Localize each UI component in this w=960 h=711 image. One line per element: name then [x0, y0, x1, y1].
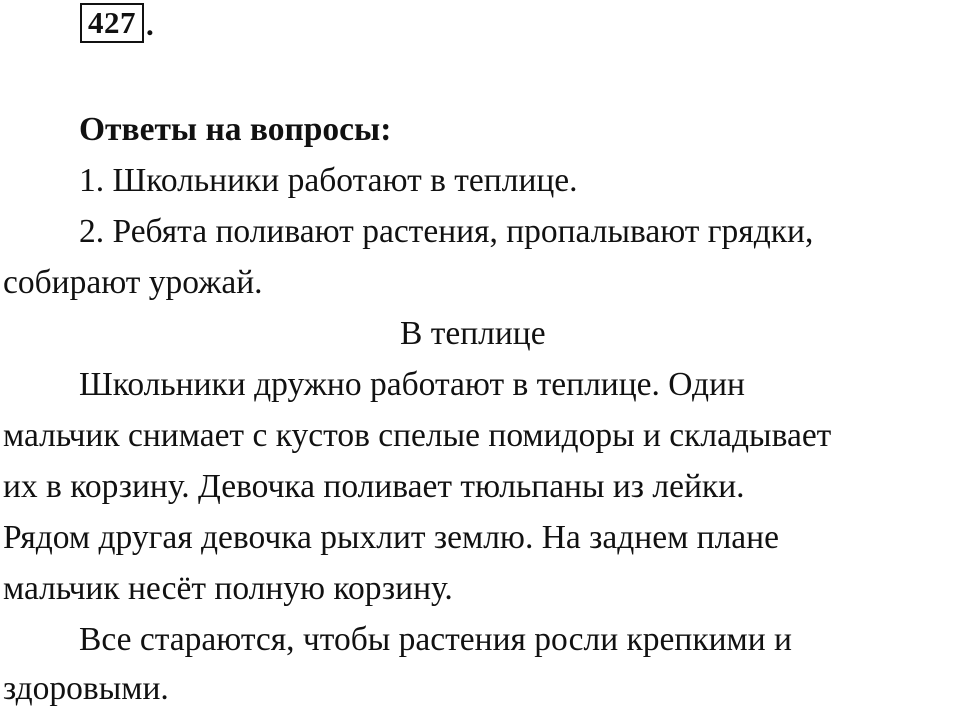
essay-line-4: Рядом другая девочка рыхлит землю. На заднем плане	[3, 519, 779, 556]
essay-title: В теплице	[400, 315, 546, 352]
exercise-number-header	[80, 3, 154, 43]
essay-line-2: мальчик снимает с кустов спелые помидоры и складывает	[3, 417, 832, 454]
essay-line-1: Школьники дружно работают в теплице. Один	[79, 366, 745, 403]
exercise-number-dot: .	[146, 7, 154, 42]
exercise-number-box: 427	[80, 3, 144, 43]
essay-line-7: здоровыми.	[3, 670, 169, 707]
essay-line-3: их в корзину. Девочка поливает тюльпаны из лейки.	[3, 468, 745, 505]
essay-line-5: мальчик несёт полную корзину.	[3, 570, 453, 607]
answers-heading: Ответы на вопросы:	[79, 111, 392, 148]
essay-line-6: Все стараются, чтобы растения росли крепкими и	[79, 621, 792, 658]
answer-1: 1. Школьники работают в теплице.	[79, 162, 578, 199]
answer-2-line-2: собирают урожай.	[3, 264, 263, 301]
answer-2-line-1: 2. Ребята поливают растения, пропалывают грядки,	[79, 213, 814, 250]
